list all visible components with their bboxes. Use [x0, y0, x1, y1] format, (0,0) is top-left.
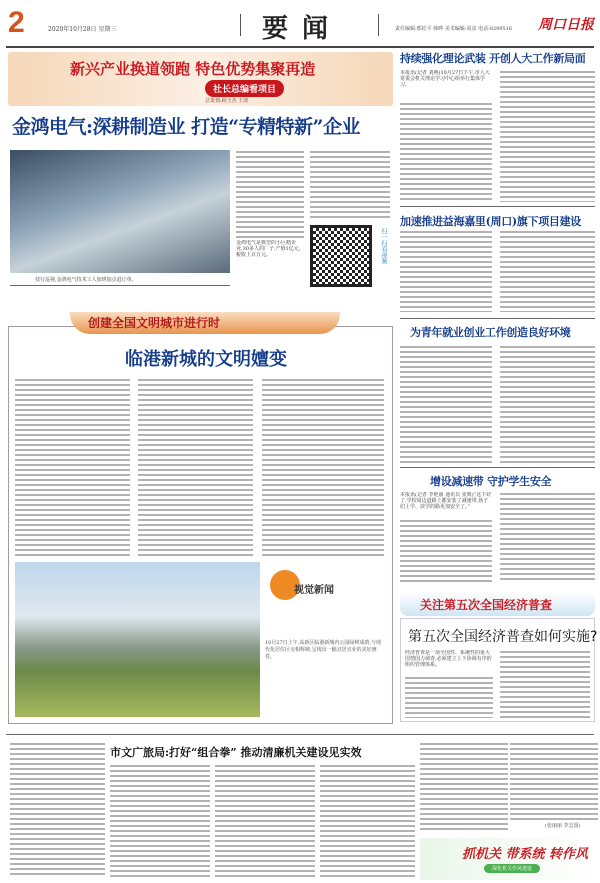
- article-text: [510, 742, 598, 820]
- article-text: [500, 345, 595, 463]
- divider: [240, 14, 241, 36]
- article-text: [500, 70, 595, 202]
- factory-photo: [10, 150, 230, 273]
- article-text: [400, 230, 492, 312]
- section-title: 要闻: [262, 14, 343, 44]
- lead-headline[interactable]: 金鸿电气:深耕制造业 打造“专精特新”企业: [12, 116, 360, 138]
- headline-youth[interactable]: 为青年就业创业工作创造良好环境: [410, 326, 571, 339]
- qr-code[interactable]: [310, 225, 372, 287]
- article-text: [138, 378, 253, 556]
- article-text: [500, 650, 590, 718]
- article-text: [310, 150, 390, 220]
- census-banner-title: 关注第五次全国经济普查: [420, 598, 553, 612]
- headline-npc[interactable]: 持续强化理论武装 开创人大工作新局面: [400, 52, 586, 65]
- article-text: [15, 378, 130, 556]
- article-lead: 本报讯(记者 李艳丽 通讯员 张典)“这下好了,学校周边道路上都安装了减速带,孩子们上学、放学的路更加安全了。”: [400, 492, 492, 517]
- editor-credits: 责任编辑:邢松平 韩晔 美术编辑:周彦 电话:8299516: [395, 26, 513, 32]
- article-text: [405, 676, 493, 718]
- column-banner-title: 抓机关 带系统 转作风: [462, 847, 589, 862]
- article-text: [400, 345, 492, 463]
- newspaper-logo: 周口日报: [538, 17, 594, 33]
- banner-pill: 社长总编看项目: [205, 80, 284, 97]
- photo-caption: 技行巡视,金鸿电气技术工人加班加点赶订单。: [35, 277, 137, 283]
- header-rule: [6, 46, 594, 48]
- article-text: [420, 742, 508, 832]
- park-photo: [15, 562, 260, 717]
- article-text: [400, 102, 492, 202]
- banner-credit: 总策划:顾玉杰 王波: [205, 98, 249, 104]
- divider: [400, 318, 595, 319]
- article-text: [400, 519, 492, 583]
- banner-title: 新兴产业换道领跑 特色优势集聚再造: [70, 60, 316, 78]
- bottom-headline[interactable]: 市文广旅局:打好“组合拳” 推动清廉机关建设见实效: [110, 746, 362, 759]
- article-lead: 经济普查是一项全国性、系统性的重大国情国力调查,必须建立上下协调有序的组织管理体系。: [405, 650, 493, 674]
- headline-census[interactable]: 第五次全国经济普查如何实施?: [408, 629, 598, 645]
- civic-headline[interactable]: 临港新城的文明嬗变: [125, 349, 287, 370]
- article-text: [10, 742, 105, 878]
- civic-section-title: 创建全国文明城市进行时: [88, 316, 221, 330]
- page-number: 2: [8, 6, 25, 39]
- article-text: [262, 378, 384, 556]
- article-text: [500, 230, 595, 312]
- article-text: [110, 764, 210, 878]
- photo-caption: 10月27日上午,高新区临港新城内公园绿树成荫,与现代化居住区交相辉映,呈现出一幅宜居宜业的美好画卷。: [265, 640, 381, 660]
- visual-news-label: 视觉新闻: [294, 585, 334, 596]
- article-text: [320, 764, 415, 878]
- divider: [378, 14, 379, 36]
- divider: [10, 285, 230, 286]
- article-text: [500, 492, 595, 583]
- divider: [6, 734, 594, 735]
- article-text: [236, 150, 304, 238]
- byline: (张丽丽 李志国): [545, 823, 581, 829]
- headline-speed-bumps[interactable]: 增设减速带 守护学生安全: [430, 475, 552, 488]
- article-text: [215, 764, 315, 878]
- divider: [400, 467, 595, 468]
- column-banner-subtitle: 深化机关作风建设: [484, 864, 540, 873]
- qr-label: 扫一扫看视频: [380, 228, 387, 264]
- divider: [400, 206, 595, 207]
- article-lead: 金鸿电气是典型的小巨精企业,30多人的厂子,产值1亿元,税收上百万元。: [236, 240, 304, 280]
- headline-yihai[interactable]: 加速推进益海嘉里(周口)旗下项目建设: [400, 215, 582, 228]
- issue-date: 2020年10月28日 星期三: [48, 26, 117, 33]
- article-lead: 本报讯(记者 刘燕)10月27日下午,市人大常委会机关理论学习中心组举行集体学习。: [400, 70, 492, 100]
